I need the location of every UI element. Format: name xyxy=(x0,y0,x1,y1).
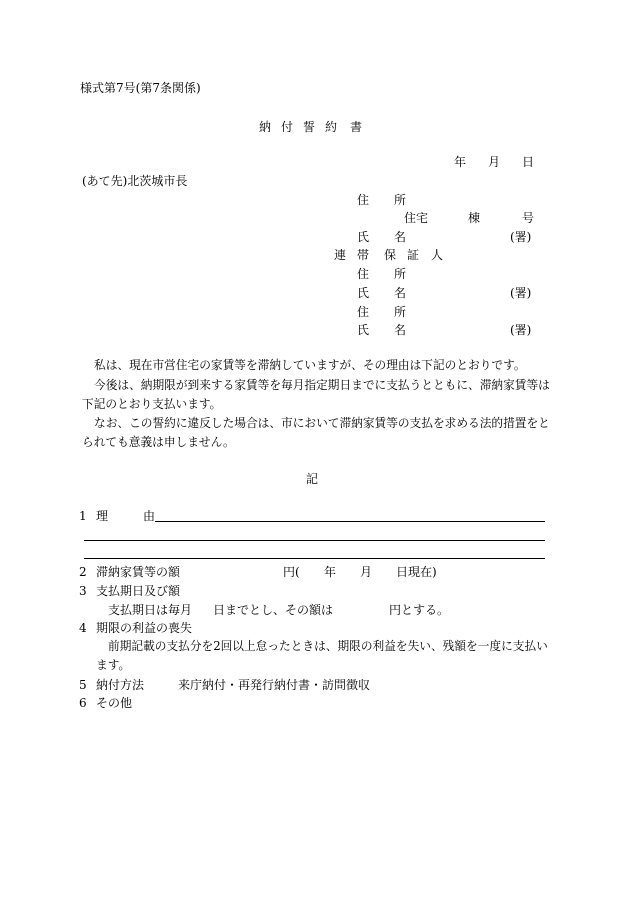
guarantor-heading-char: 連 xyxy=(334,248,347,262)
guarantor-name-char: 氏 xyxy=(357,323,370,337)
schedule-detail: 円とする。 xyxy=(389,603,450,617)
title-char: 納 xyxy=(259,120,272,134)
title-char: 約 xyxy=(325,120,338,134)
reason-underline xyxy=(155,521,545,522)
guarantor-address-char: 住 xyxy=(357,305,370,319)
guarantor-address-char: 住 xyxy=(357,267,370,281)
schedule-detail: 日までとし、その額は xyxy=(213,603,334,617)
guarantor-name-char: 名 xyxy=(394,286,407,300)
guarantor-name-char: 氏 xyxy=(357,286,370,300)
housing-label: 住宅 xyxy=(404,211,429,225)
title-char: 誓 xyxy=(303,120,316,134)
title-char: 付 xyxy=(281,120,294,134)
building-label: 棟 xyxy=(468,211,481,225)
forfeiture-label: 期限の利益の喪失 xyxy=(96,621,193,635)
yen-open-label: 円( xyxy=(283,565,300,579)
applicant-name-char: 氏 xyxy=(357,230,370,244)
item-number: 5 xyxy=(79,678,87,692)
item-number: 1 xyxy=(79,509,87,523)
date-day-label: 日 xyxy=(522,155,535,169)
ki-heading: 記 xyxy=(306,472,319,486)
arrears-year-label: 年 xyxy=(324,565,337,579)
body-line: 下記のとおり支払います。 xyxy=(82,397,222,411)
schedule-label: 支払期日及び額 xyxy=(96,584,181,598)
guarantor-heading-char: 人 xyxy=(431,248,444,262)
guarantor-address-char: 所 xyxy=(394,305,407,319)
item-number: 3 xyxy=(79,584,87,598)
date-month-label: 月 xyxy=(488,155,501,169)
body-line: られても意義は申しません。 xyxy=(82,435,235,449)
item-number: 4 xyxy=(79,621,87,635)
reason-label-char: 理 xyxy=(96,509,109,523)
guarantor-name-char: 名 xyxy=(394,323,407,337)
applicant-address-char: 住 xyxy=(357,193,370,207)
method-value: 来庁納付・再発行納付書・訪問徴収 xyxy=(178,678,371,692)
date-year-label: 年 xyxy=(454,155,467,169)
form-number: 様式第7号(第7条関係) xyxy=(80,81,201,95)
title-char: 書 xyxy=(350,120,363,134)
body-line: 今後は、納期限が到来する家賃等を毎月指定期日までに支払うとともに、滞納家賃等は xyxy=(94,378,550,392)
schedule-detail: 支払期日は毎月 xyxy=(108,603,193,617)
room-label: 号 xyxy=(522,211,535,225)
forfeiture-text: 前期記載の支払分を2回以上怠ったときは、期限の利益を失い、残額を一度に支払い xyxy=(108,639,548,653)
guarantor-heading-char: 証 xyxy=(407,248,420,262)
guarantor-heading-char: 帯 xyxy=(357,248,370,262)
forfeiture-text: ます。 xyxy=(96,658,131,672)
body-line: なお、この誓約に違反した場合は、市において滞納家賃等の支払を求める法的措置をと xyxy=(94,416,550,430)
body-line: 私は、現在市営住宅の家賃等を滞納していますが、その理由は下記のとおりです。 xyxy=(94,358,526,372)
guarantor-heading-char: 保 xyxy=(384,248,397,262)
applicant-name-char: 名 xyxy=(394,230,407,244)
reason-blank-line xyxy=(84,540,545,541)
guarantor-seal-mark: (署) xyxy=(510,286,532,300)
method-label: 納付方法 xyxy=(96,678,145,692)
guarantor-address-char: 所 xyxy=(394,267,407,281)
reason-blank-line xyxy=(84,558,545,559)
as-of-label: 日現在) xyxy=(396,565,437,579)
item-number: 6 xyxy=(79,696,87,710)
arrears-month-label: 月 xyxy=(360,565,373,579)
guarantor-seal-mark: (署) xyxy=(510,323,532,337)
arrears-label: 滞納家賃等の額 xyxy=(96,565,181,579)
item-number: 2 xyxy=(79,565,87,579)
reason-label-char: 由 xyxy=(143,509,156,523)
addressee: (あて先)北茨城市長 xyxy=(82,174,188,188)
applicant-address-char: 所 xyxy=(394,193,407,207)
other-label: その他 xyxy=(96,696,133,710)
applicant-seal-mark: (署) xyxy=(510,230,532,244)
